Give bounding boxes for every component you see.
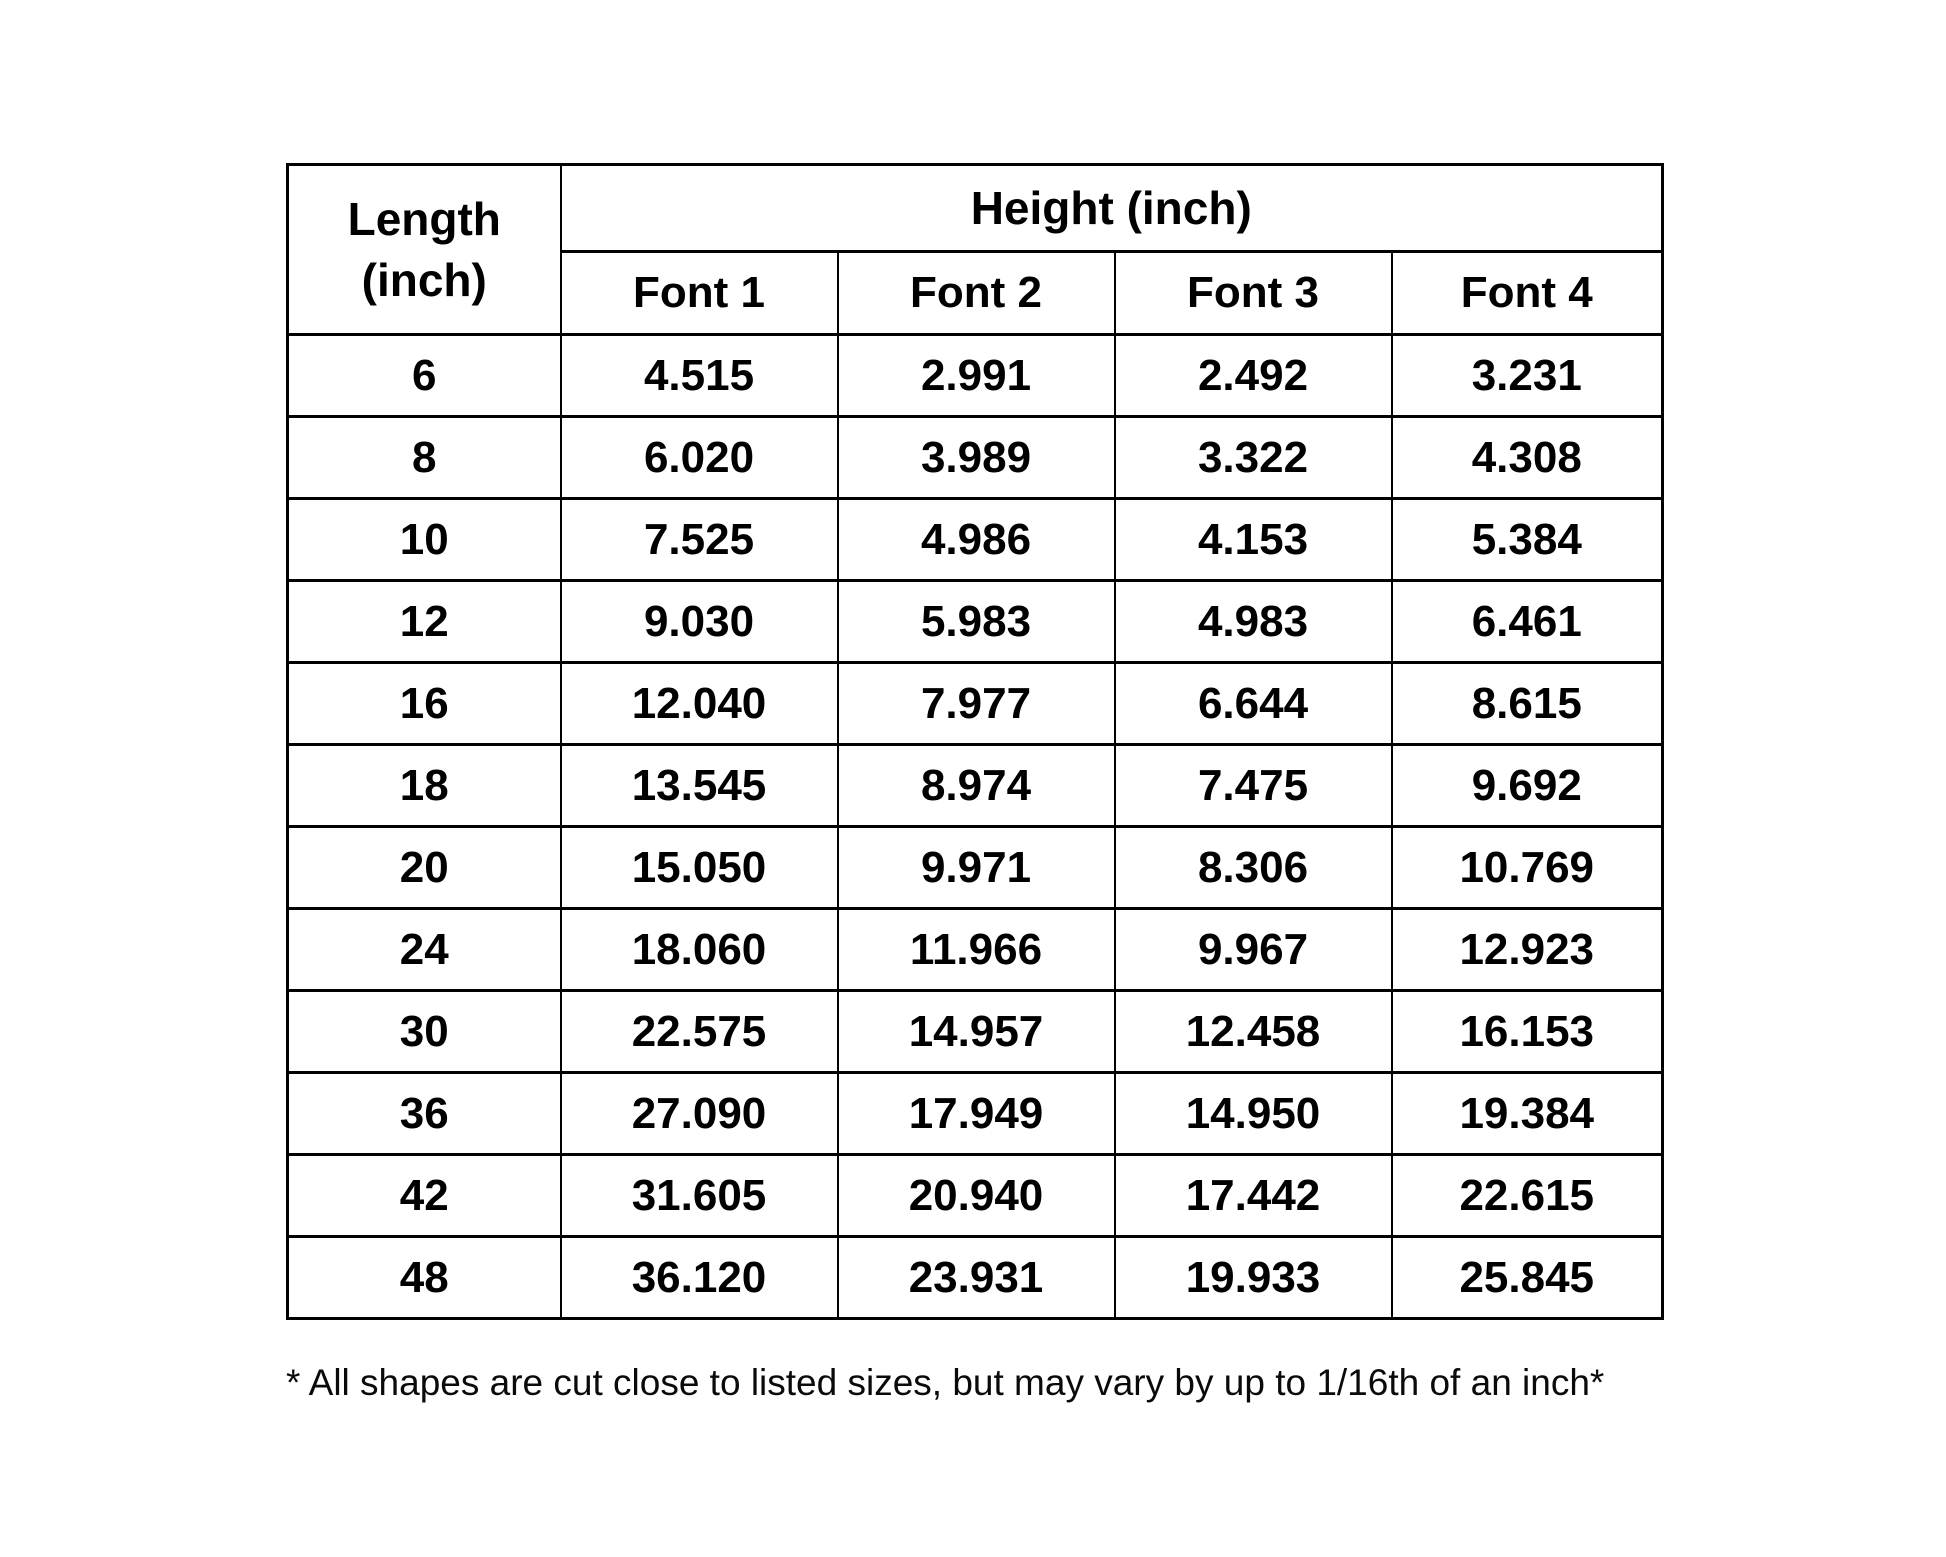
font-4-value-cell: 22.615 — [1392, 1155, 1663, 1237]
font-4-value-cell: 3.231 — [1392, 335, 1663, 417]
font-1-value-cell: 12.040 — [561, 663, 838, 745]
length-value-cell: 42 — [288, 1155, 561, 1237]
length-value-cell: 18 — [288, 745, 561, 827]
size-chart-table — [286, 163, 1664, 1320]
table-row — [288, 499, 1663, 581]
length-value-cell: 24 — [288, 909, 561, 991]
font-1-value-cell: 22.575 — [561, 991, 838, 1073]
font-2-value-cell: 5.983 — [838, 581, 1115, 663]
font-1-value-cell: 4.515 — [561, 335, 838, 417]
font-2-value-cell: 8.974 — [838, 745, 1115, 827]
font-1-value-cell: 36.120 — [561, 1237, 838, 1319]
font-3-value-cell: 7.475 — [1115, 745, 1392, 827]
font-3-value-cell: 3.322 — [1115, 417, 1392, 499]
table-row — [288, 745, 1663, 827]
footnote: * All shapes are cut close to listed sizes, but may vary by up to 1/16th of an inch* — [286, 1362, 1605, 1403]
table-row — [288, 827, 1663, 909]
table-row — [288, 1237, 1663, 1319]
font-4-header-cell: Font 4 — [1392, 252, 1663, 335]
font-2-value-cell: 2.991 — [838, 335, 1115, 417]
font-3-value-cell: 6.644 — [1115, 663, 1392, 745]
font-4-value-cell: 10.769 — [1392, 827, 1663, 909]
font-2-value-cell: 9.971 — [838, 827, 1115, 909]
font-2-value-cell: 4.986 — [838, 499, 1115, 581]
font-3-value-cell: 4.153 — [1115, 499, 1392, 581]
length-header-label: Length (inch) — [347, 192, 501, 306]
table-row — [288, 335, 1663, 417]
font-3-value-cell: 17.442 — [1115, 1155, 1392, 1237]
table-row — [288, 663, 1663, 745]
font-1-value-cell: 27.090 — [561, 1073, 838, 1155]
length-value-cell: 12 — [288, 581, 561, 663]
font-1-value-cell: 18.060 — [561, 909, 838, 991]
font-3-value-cell: 12.458 — [1115, 991, 1392, 1073]
font-4-value-cell: 12.923 — [1392, 909, 1663, 991]
font-4-value-cell: 8.615 — [1392, 663, 1663, 745]
font-4-value-cell: 16.153 — [1392, 991, 1663, 1073]
font-2-value-cell: 14.957 — [838, 991, 1115, 1073]
table-row — [288, 581, 1663, 663]
length-value-cell: 30 — [288, 991, 561, 1073]
length-value-cell: 20 — [288, 827, 561, 909]
font-2-value-cell: 11.966 — [838, 909, 1115, 991]
font-1-value-cell: 31.605 — [561, 1155, 838, 1237]
font-4-value-cell: 25.845 — [1392, 1237, 1663, 1319]
length-value-cell: 8 — [288, 417, 561, 499]
length-value-cell: 48 — [288, 1237, 561, 1319]
font-2-header-cell: Font 2 — [838, 252, 1115, 335]
font-2-value-cell: 17.949 — [838, 1073, 1115, 1155]
font-4-value-cell: 5.384 — [1392, 499, 1663, 581]
header-row-group — [288, 165, 1663, 252]
table-row — [288, 1073, 1663, 1155]
table-row — [288, 909, 1663, 991]
table-row — [288, 1155, 1663, 1237]
font-3-value-cell: 4.983 — [1115, 581, 1392, 663]
length-value-cell: 36 — [288, 1073, 561, 1155]
font-4-value-cell: 4.308 — [1392, 417, 1663, 499]
length-value-cell: 16 — [288, 663, 561, 745]
height-header-cell: Height (inch) — [561, 165, 1663, 252]
font-4-value-cell: 19.384 — [1392, 1073, 1663, 1155]
font-1-value-cell: 9.030 — [561, 581, 838, 663]
font-2-value-cell: 20.940 — [838, 1155, 1115, 1237]
length-value-cell: 6 — [288, 335, 561, 417]
font-3-value-cell: 19.933 — [1115, 1237, 1392, 1319]
font-1-value-cell: 6.020 — [561, 417, 838, 499]
font-1-header-cell: Font 1 — [561, 252, 838, 335]
font-3-value-cell: 14.950 — [1115, 1073, 1392, 1155]
font-4-value-cell: 6.461 — [1392, 581, 1663, 663]
font-2-value-cell: 3.989 — [838, 417, 1115, 499]
font-3-header-cell: Font 3 — [1115, 252, 1392, 335]
font-2-value-cell: 23.931 — [838, 1237, 1115, 1319]
font-2-value-cell: 7.977 — [838, 663, 1115, 745]
font-3-value-cell: 9.967 — [1115, 909, 1392, 991]
font-3-value-cell: 2.492 — [1115, 335, 1392, 417]
font-1-value-cell: 15.050 — [561, 827, 838, 909]
length-header-cell — [288, 165, 561, 335]
table-row — [288, 991, 1663, 1073]
font-4-value-cell: 9.692 — [1392, 745, 1663, 827]
font-3-value-cell: 8.306 — [1115, 827, 1392, 909]
length-value-cell: 10 — [288, 499, 561, 581]
font-1-value-cell: 7.525 — [561, 499, 838, 581]
font-1-value-cell: 13.545 — [561, 745, 838, 827]
table-row — [288, 417, 1663, 499]
